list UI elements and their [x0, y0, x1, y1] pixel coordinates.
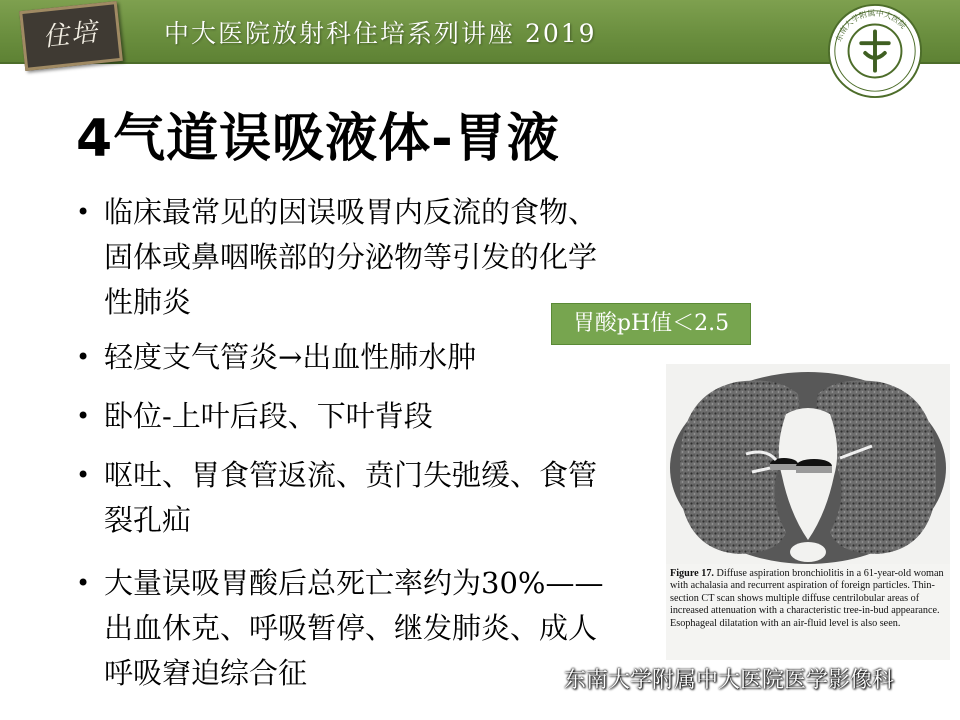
bullet-line: 卧位-上叶后段、下叶背段: [104, 399, 433, 433]
bullet-dot-icon: •: [76, 402, 91, 430]
bullet-dot-icon: •: [76, 461, 91, 489]
bullet-dot-icon: •: [76, 343, 91, 371]
figure-caption-text: Diffuse aspiration bronchiolitis in a 61-year-old woman with achalasia and recurrent aspiration of foreign particles. Thin-section CT scan shows multiple diffuse centrilobular areas of increased attenuation with a characteristic tree-in-bud appearance. Esophageal dilatation with an air-fluid level is also seen.: [670, 568, 944, 629]
ph-note-box: 胃酸pH值＜2.5: [551, 303, 751, 345]
bullet-line: 呼吸窘迫综合征: [104, 656, 308, 690]
bullet-item: [72, 453, 662, 543]
ct-figure: [666, 364, 950, 660]
bullet-line: 临床最常见的因误吸胃内反流的食物、: [104, 195, 598, 229]
figure-caption: [670, 568, 948, 630]
wechat-icon: [530, 667, 560, 691]
header-title: 中大医院放射科住培系列讲座 2019: [164, 19, 597, 48]
figure-label: Figure 17.: [670, 568, 714, 579]
bullet-item: [72, 394, 662, 439]
ct-scan-image: [666, 364, 950, 564]
bullet-line: 固体或鼻咽喉部的分泌物等引发的化学: [104, 240, 598, 274]
seal-text: 东南大学附属中大医院: [834, 8, 908, 43]
bullet-line: 大量误吸胃酸后总死亡率约为30%——: [104, 566, 604, 600]
watermark-text: 东南大学附属中大医院医学影像科: [564, 668, 895, 693]
bullet-line: 性肺炎: [104, 285, 192, 319]
hospital-seal-icon: [826, 2, 924, 100]
bullet-dot-icon: •: [76, 569, 91, 597]
bullet-list: [72, 190, 662, 696]
bullet-line: 裂孔疝: [104, 503, 192, 537]
residency-badge: [19, 1, 123, 71]
badge-text: 住培: [41, 17, 101, 53]
bullet-line: 轻度支气管炎→出血性肺水肿: [104, 340, 477, 374]
bullet-line: 出血休克、呼吸暂停、继发肺炎、成人: [104, 611, 598, 645]
header-bar: [0, 0, 960, 64]
bullet-line: 呕吐、胃食管返流、贲门失弛缓、食管: [104, 458, 598, 492]
slide-title: 4气道误吸液体-胃液: [76, 109, 560, 169]
watermark: [530, 666, 894, 696]
bullet-dot-icon: •: [76, 198, 91, 226]
